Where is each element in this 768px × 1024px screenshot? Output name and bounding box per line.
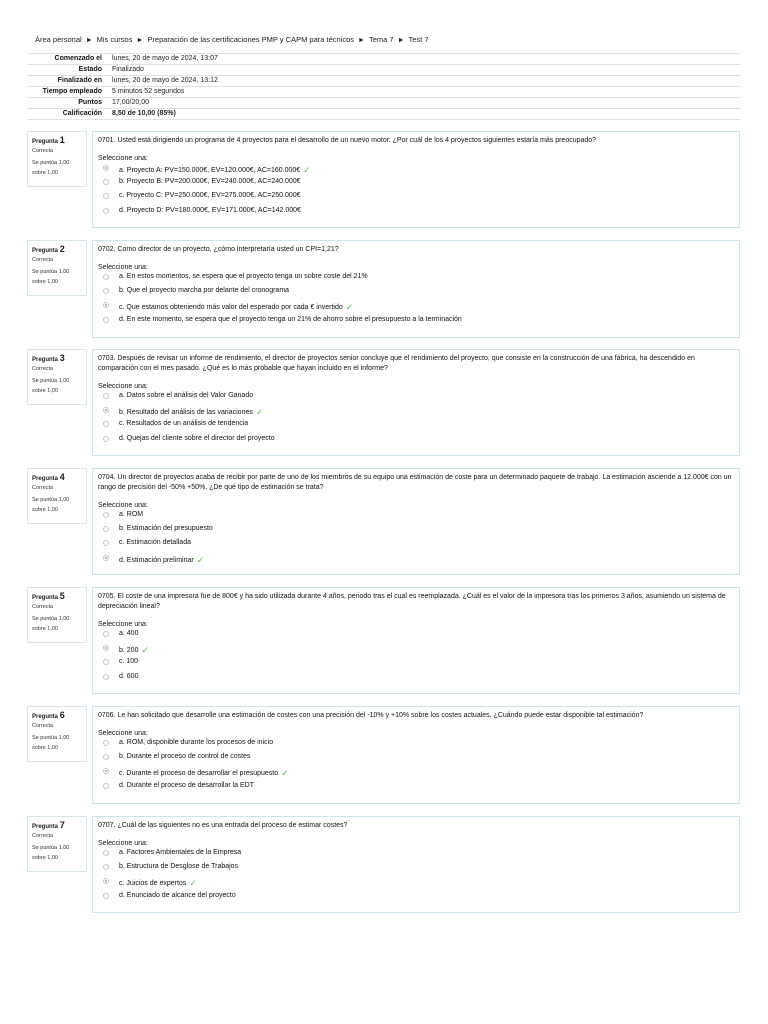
- answer-text: a. ROM, disponible durante los procesos de inicio: [119, 739, 274, 746]
- summary-row: [27, 98, 741, 109]
- summary-value: 5 minutos 52 segundos: [107, 87, 741, 98]
- breadcrumb-item-topic[interactable]: Tema 7: [368, 35, 394, 44]
- question-text: 0705. El coste de una impresora fue de 800€ y ha sido utilizada durante 4 años, periodo tras el cual es reemplazada. ¿Cuál es el valor de la impresora tras los primeros 3 años, asumiendo un sistema de depreciación lineal?: [98, 593, 726, 610]
- summary-value: lunes, 20 de mayo de 2024, 13:07: [107, 54, 741, 65]
- breadcrumb-item-home[interactable]: Área personal: [35, 35, 82, 44]
- answer-list: [98, 390, 734, 447]
- summary-row: [27, 54, 741, 65]
- question-content: [92, 468, 740, 575]
- answer-label: [119, 316, 462, 323]
- answer-option[interactable]: [98, 847, 734, 861]
- answer-text: d. 600: [119, 672, 139, 680]
- answer-prompt: Seleccione una:: [98, 155, 148, 162]
- answer-option[interactable]: [98, 271, 734, 285]
- answer-text: d. Estimación preliminar: [119, 556, 194, 564]
- answer-label: [119, 554, 204, 565]
- summary-value: Finalizado: [107, 65, 741, 76]
- answer-prompt: Seleccione una:: [98, 264, 148, 271]
- question-info: [27, 816, 87, 872]
- question-state: Correcta: [32, 366, 54, 372]
- summary-row: [27, 109, 741, 120]
- question-info: [27, 131, 87, 187]
- answer-option[interactable]: [98, 285, 734, 299]
- answer-label: [119, 539, 191, 546]
- question-label: Pregunta: [32, 595, 59, 601]
- answer-text: c. Que estamos obteniendo más valor del esperado por cada € invertido: [119, 304, 343, 312]
- answer-text: c. Resultados de un análisis de tendencia: [119, 420, 249, 428]
- answer-text: b. Estructura de Desglose de Trabajos: [119, 863, 239, 871]
- question-text: 0706. Le han solicitado que desarrolle una estimación de costes con una precisión del -10% y +10% sobre los costes actuales. ¿Cuándo puede estar disponible tal estimación?: [98, 712, 644, 719]
- radio-button[interactable]: [103, 754, 109, 760]
- answer-label: [119, 406, 263, 417]
- answer-option[interactable]: [98, 628, 734, 642]
- answer-option[interactable]: [98, 190, 734, 204]
- radio-button[interactable]: [103, 274, 109, 280]
- question-text: 0707. ¿Cuál de las siguientes no es una entrada del proceso de estimar costes?: [98, 822, 348, 829]
- answer-option[interactable]: [98, 390, 734, 404]
- question-content: [92, 240, 740, 338]
- answer-option[interactable]: [98, 780, 734, 794]
- radio-button[interactable]: [103, 555, 109, 561]
- answer-list: [98, 737, 734, 794]
- answer-text: c. Proyecto C: PV=250.000€, EV=275.000€, AC=250.000€: [119, 192, 301, 200]
- answer-text: b. Que el proyecto marcha por delante del cronograma: [119, 287, 290, 295]
- answer-label: [119, 767, 289, 778]
- breadcrumb-item-course[interactable]: Preparación de las certificaciones PMP y CAPM para técnicos: [147, 35, 355, 44]
- summary-row: [27, 87, 741, 98]
- question-number: [32, 820, 82, 830]
- answer-prompt: Seleccione una:: [98, 383, 148, 390]
- answer-option[interactable]: [98, 737, 734, 751]
- answer-text: c. Juicios de expertos: [119, 880, 187, 888]
- check-icon: ✓: [141, 645, 150, 656]
- answer-option[interactable]: [98, 509, 734, 523]
- radio-button[interactable]: [103, 436, 109, 442]
- question-number: [32, 591, 82, 601]
- radio-button[interactable]: [103, 193, 109, 199]
- answer-label: [119, 207, 301, 214]
- question-number-value: 6: [59, 710, 65, 720]
- question-grade: Se puntúa 1,00 sobre 1,00: [32, 378, 70, 394]
- question-7: [27, 816, 741, 913]
- answer-label: [119, 435, 275, 442]
- question-number: [32, 710, 82, 720]
- question-label: Pregunta: [32, 357, 59, 363]
- radio-button[interactable]: [103, 783, 109, 789]
- radio-button[interactable]: [103, 407, 109, 413]
- answer-text: c. Estimación detallada: [119, 539, 191, 547]
- summary-label: Estado: [27, 65, 107, 76]
- answer-option[interactable]: [98, 176, 734, 190]
- answer-label: [119, 301, 353, 312]
- question-label: Pregunta: [32, 714, 59, 720]
- answer-option[interactable]: [98, 890, 734, 904]
- answer-prompt: Seleccione una:: [98, 730, 148, 737]
- summary-label: Finalizado en: [27, 76, 107, 87]
- answer-text: a. Proyecto A: PV=150.000€, EV=120.000€, AC=160.000€: [119, 167, 301, 174]
- question-label: Pregunta: [32, 139, 59, 145]
- check-icon: ✓: [189, 878, 197, 889]
- summary-row: [27, 65, 741, 76]
- question-number: [32, 135, 82, 145]
- question-state: Correcta: [32, 604, 54, 610]
- question-number-value: 1: [59, 135, 65, 145]
- answer-label: [119, 630, 138, 637]
- question-content: [92, 706, 740, 804]
- answer-prompt: Seleccione una:: [98, 621, 148, 628]
- answer-text: b. Proyecto B: PV=200.000€, EV=240.000€, AC=240.000€: [119, 178, 301, 186]
- radio-button[interactable]: [103, 421, 109, 427]
- question-5: [27, 587, 741, 694]
- answer-option[interactable]: [98, 751, 734, 765]
- answer-label: [119, 644, 149, 655]
- radio-button[interactable]: [103, 645, 109, 651]
- answer-label: [119, 739, 273, 746]
- question-number: [32, 472, 82, 482]
- question-info: [27, 349, 87, 405]
- answer-list: [98, 271, 734, 328]
- answer-option[interactable]: [98, 162, 734, 176]
- radio-button[interactable]: [103, 526, 109, 532]
- radio-button[interactable]: [103, 893, 109, 899]
- radio-button[interactable]: [103, 302, 109, 308]
- radio-button[interactable]: [103, 864, 109, 870]
- question-state: Correcta: [32, 257, 54, 263]
- answer-prompt: Seleccione una:: [98, 840, 148, 847]
- answer-option[interactable]: [98, 671, 734, 685]
- answer-list: [98, 628, 734, 685]
- check-icon: ✓: [303, 165, 311, 175]
- radio-button[interactable]: [103, 512, 109, 518]
- triangle-right-icon: ►: [136, 37, 144, 44]
- answer-text: d. Proyecto D: PV=180.000€, EV=171.000€, AC=142.000€: [119, 206, 301, 214]
- breadcrumb-item-courses[interactable]: Mis cursos: [96, 35, 133, 44]
- summary-label: Calificación: [27, 109, 107, 120]
- question-content: [92, 816, 740, 913]
- question-state: Correcta: [32, 723, 54, 729]
- question-number-value: 5: [59, 591, 65, 601]
- check-icon: ✓: [255, 407, 264, 418]
- radio-button[interactable]: [103, 208, 109, 214]
- radio-button[interactable]: [103, 393, 109, 399]
- summary-value: 8,50 de 10,00 (85%): [107, 109, 741, 120]
- question-number-value: 7: [59, 820, 65, 830]
- question-text: 0701. Usted está dirigiendo un programa de 4 proyectos para el desarrollo de un nuevo motor. ¿Por cuál de los 4 proyectos siguientes estaría más preocupado?: [98, 137, 597, 144]
- question-4: [27, 468, 741, 575]
- answer-option[interactable]: [98, 537, 734, 551]
- answer-option[interactable]: [98, 523, 734, 537]
- answer-label: [119, 192, 301, 199]
- question-grade: Se puntúa 1,00 sobre 1,00: [32, 735, 70, 751]
- answer-text: b. Durante el proceso de control de costes: [119, 753, 251, 761]
- question-content: [92, 587, 740, 694]
- answer-list: [98, 847, 734, 904]
- radio-button[interactable]: [103, 317, 109, 323]
- summary-value: lunes, 20 de mayo de 2024, 13:12: [107, 76, 741, 87]
- answer-list: [98, 509, 734, 566]
- check-icon: ✓: [345, 302, 354, 313]
- answer-text: a. Factores Ambientales de la Empresa: [119, 849, 242, 856]
- check-icon: ✓: [281, 768, 289, 779]
- answer-text: b. Estimación del presupuesto: [119, 525, 213, 533]
- breadcrumb: [35, 35, 429, 44]
- check-icon: ✓: [196, 554, 205, 565]
- answer-option[interactable]: [98, 861, 734, 875]
- answer-text: d. Enunciado de alcance del proyecto: [119, 891, 236, 899]
- question-grade: Se puntúa 1,00 sobre 1,00: [32, 269, 70, 285]
- question-text: 0702. Como director de un proyecto, ¿cómo interpretaría usted un CPI=1,21?: [98, 246, 339, 253]
- answer-label: [119, 420, 248, 427]
- radio-button[interactable]: [103, 674, 109, 680]
- question-grade: Se puntúa 1,00 sobre 1,00: [32, 497, 70, 513]
- answer-text: a. 400: [119, 630, 139, 637]
- radio-button[interactable]: [103, 878, 109, 884]
- answer-label: [119, 658, 138, 665]
- radio-button[interactable]: [103, 288, 109, 294]
- answer-label: [119, 287, 289, 294]
- answer-label: [119, 273, 368, 280]
- question-info: [27, 587, 87, 643]
- question-content: [92, 131, 740, 228]
- answer-label: [119, 673, 138, 680]
- question-content: [92, 349, 740, 456]
- answer-option[interactable]: [98, 875, 734, 889]
- answer-text: b. Resultado del análisis de las variaciones: [119, 409, 253, 417]
- summary-label: Comenzado el: [27, 54, 107, 65]
- breadcrumb-item-test[interactable]: Test 7: [408, 35, 429, 44]
- question-grade: Se puntúa 1,00 sobre 1,00: [32, 845, 70, 861]
- answer-label: [119, 511, 143, 518]
- summary-value: 17,00/20,00: [107, 98, 741, 109]
- answer-label: [119, 753, 251, 760]
- answer-option[interactable]: [98, 205, 734, 219]
- answer-text: c. Durante el proceso de desarrollar el presupuesto: [119, 770, 279, 778]
- answer-text: d. Durante el proceso de desarrollar la EDT: [119, 781, 255, 789]
- question-text: 0704. Un director de proyectos acaba de recibir por parte de uno de los miembros de su equipo una estimación de coste para un determinado paquete de trabajo. La estimación asciende a 12.000€ con un rango de precisión del -50% +50%. ¿De qué tipo de estimación se trata?: [98, 474, 732, 491]
- triangle-right-icon: ►: [358, 37, 365, 44]
- answer-option[interactable]: [98, 418, 734, 432]
- radio-button[interactable]: [103, 631, 109, 637]
- question-6: [27, 706, 741, 804]
- radio-button[interactable]: [103, 165, 109, 171]
- question-number-value: 2: [59, 244, 65, 254]
- answer-option[interactable]: [98, 404, 734, 418]
- answer-label: [119, 849, 241, 856]
- question-number: [32, 353, 82, 363]
- question-number-value: 4: [59, 472, 65, 482]
- question-info: [27, 240, 87, 296]
- answer-option[interactable]: [98, 314, 734, 328]
- question-3: [27, 349, 741, 456]
- answer-label: [119, 392, 253, 399]
- question-1: [27, 131, 741, 228]
- answer-text: d. En este momento, se espera que el proyecto tenga un 21% de ahorro sobre el presupuesto a la terminación: [119, 315, 462, 323]
- question-info: [27, 468, 87, 524]
- answer-text: a. ROM: [119, 511, 144, 518]
- question-text: 0703. Después de revisar un informe de rendimiento, el director de proyectos senior concluye que el rendimiento del proyecto, que consiste en la construcción de una fábrica, ha descendido en comparación con el mes pasado. ¿Qué es lo más probable que hayan incluido en el informe?: [98, 355, 695, 372]
- question-state: Correcta: [32, 485, 54, 491]
- question-state: Correcta: [32, 833, 54, 839]
- answer-text: a. Datos sobre el análisis del Valor Ganado: [119, 392, 254, 399]
- question-grade: Se puntúa 1,00 sobre 1,00: [32, 616, 70, 632]
- answer-label: [119, 782, 254, 789]
- radio-button[interactable]: [103, 540, 109, 546]
- question-info: [27, 706, 87, 762]
- triangle-right-icon: ►: [85, 37, 93, 44]
- question-state: Correcta: [32, 148, 54, 154]
- answer-text: a. En estos momentos, se espera que el proyecto tenga un sobre coste del 21%: [119, 273, 368, 280]
- radio-button[interactable]: [103, 768, 109, 774]
- question-2: [27, 240, 741, 338]
- question-label: Pregunta: [32, 476, 59, 482]
- question-grade: Se puntúa 1,00 sobre 1,00: [32, 160, 70, 176]
- answer-prompt: Seleccione una:: [98, 502, 148, 509]
- question-number-value: 3: [59, 353, 65, 363]
- question-label: Pregunta: [32, 824, 59, 830]
- radio-button[interactable]: [103, 659, 109, 665]
- answer-label: [119, 525, 213, 532]
- summary-label: Tiempo empleado: [27, 87, 107, 98]
- answer-option[interactable]: [98, 552, 734, 566]
- answer-text: b. 200: [119, 647, 139, 655]
- question-label: Pregunta: [32, 248, 59, 254]
- answer-option[interactable]: [98, 656, 734, 670]
- answer-label: [119, 877, 197, 888]
- answer-list: [98, 162, 734, 219]
- answer-option[interactable]: [98, 299, 734, 313]
- radio-button[interactable]: [103, 740, 109, 746]
- answer-label: [119, 178, 301, 185]
- answer-option[interactable]: [98, 642, 734, 656]
- radio-button[interactable]: [103, 850, 109, 856]
- summary-row: [27, 76, 741, 87]
- summary-label: Puntos: [27, 98, 107, 109]
- radio-button[interactable]: [103, 179, 109, 185]
- answer-text: d. Quejas del cliente sobre el director del proyecto: [119, 434, 275, 442]
- question-number: [32, 244, 82, 254]
- answer-option[interactable]: [98, 765, 734, 779]
- answer-option[interactable]: [98, 433, 734, 447]
- attempt-summary: [27, 53, 741, 120]
- triangle-right-icon: ►: [397, 37, 405, 44]
- answer-text: c. 100: [119, 658, 139, 666]
- answer-label: [119, 164, 311, 175]
- answer-label: [119, 892, 236, 899]
- answer-label: [119, 863, 238, 870]
